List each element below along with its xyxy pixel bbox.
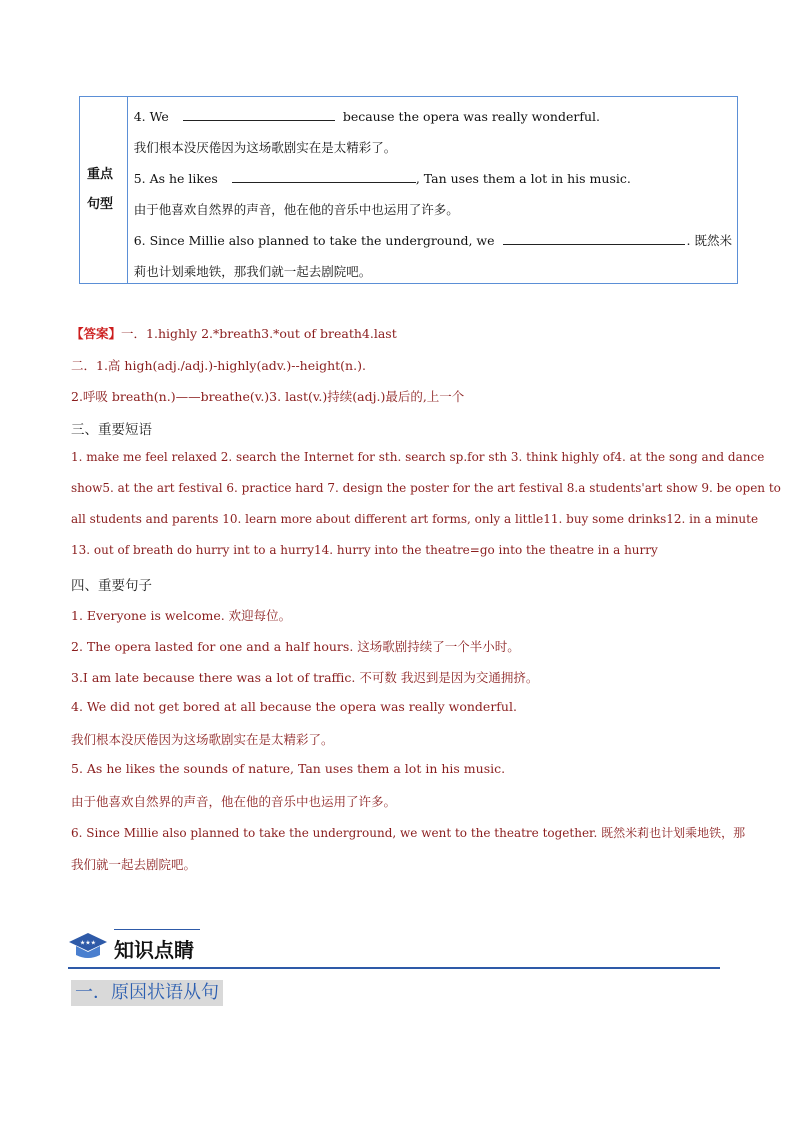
answer-line-12: 3.I am late because there was a lot of traffic. 不可数 我迟到是因为交通拥挤。: [71, 670, 539, 685]
svg-text:★★★: ★★★: [79, 939, 97, 947]
answer-line-5: 1. make me feel relaxed 2. search the Internet for sth. search sp.for sth 3. think highly of4. at the song and dance: [71, 450, 765, 464]
fill-blank: [232, 170, 416, 183]
table-row: 莉也计划乘地铁，那我们就一起去剧院吧。: [133, 264, 372, 279]
row-text: because the opera was really wonderful.: [342, 109, 600, 124]
section-header: [68, 926, 720, 970]
answer-line-7: all students and parents 10. learn more about different art forms, only a little11. buy some drinks12. in a minute: [71, 512, 759, 526]
row-text: 4. We: [133, 109, 169, 124]
answer-text: 一．1.highly 2.*breath3.*out of breath4.last: [121, 326, 397, 341]
table-row: [134, 101, 732, 132]
heading-sentences: 四、重要句子: [71, 578, 152, 594]
answer-line-14: 我们根本没厌倦因为这场歌剧实在是太精彩了。: [71, 732, 334, 747]
table-row: 由于他喜欢自然界的声音，他在他的音乐中也运用了许多。: [133, 202, 459, 217]
header-underline: [68, 967, 720, 969]
answer-line-8: 13. out of breath do hurry int to a hurry14. hurry into the theatre=go into the theatre in a hurry: [71, 543, 658, 557]
answer-line-10: 1. Everyone is welcome. 欢迎每位。: [71, 608, 292, 623]
heading-phrases: 三、重要短语: [71, 422, 152, 438]
table-row: 我们根本没厌倦因为这场歌剧实在是太精彩了。: [133, 140, 397, 155]
table-row: [134, 225, 732, 256]
header-line-1: 重点: [87, 167, 114, 182]
graduation-cap-icon: [68, 930, 108, 962]
answer-line-13: 4. We did not get bored at all because the opera was really wonderful.: [71, 699, 517, 714]
header-line-2: 句型: [87, 197, 114, 212]
answer-line-15: 5. As he likes the sounds of nature, Tan uses them a lot in his music.: [71, 761, 506, 776]
row-text: 6. Since Millie also planned to take the underground, we: [133, 233, 495, 248]
answer-line-3: 2.呼吸 breath(n.)——breathe(v.)3. last(v.)持续(adj.)最后的,上一个: [71, 389, 465, 404]
answer-label: 【答案】: [71, 326, 122, 341]
section-title: 知识点睛: [114, 938, 194, 962]
answer-line-16: 由于他喜欢自然界的声音，他在他的音乐中也运用了许多。: [71, 794, 397, 809]
answer-line-18: 我们就一起去剧院吧。: [71, 857, 197, 872]
row-text: , Tan uses them a lot in his music.: [415, 171, 631, 186]
fill-blank: [503, 232, 685, 245]
answer-line-1: [71, 324, 397, 342]
table-body-cell: [128, 97, 737, 283]
header-top-rule: [114, 929, 200, 930]
answer-line-6: show5. at the art festival 6. practice hard 7. design the poster for the art festival 8.a students'art show 9. be open to: [71, 481, 781, 495]
subsection-title: 一．原因状语从句: [71, 980, 223, 1006]
table-row: [134, 163, 732, 194]
fill-blank: [183, 108, 335, 121]
table-header-cell: [80, 97, 128, 283]
answer-line-2: 二．1.高 high(adj./adj.)-highly(adv.)--height(n.).: [71, 358, 366, 373]
key-sentences-table: [79, 96, 738, 284]
answer-line-17: 6. Since Millie also planned to take the underground, we went to the theatre together. 既然米莉也计划乘地铁，那: [71, 826, 746, 840]
row-text: 5. As he likes: [133, 171, 218, 186]
row-text: . 既然米: [686, 233, 732, 248]
answer-line-11: 2. The opera lasted for one and a half hours. 这场歌剧持续了一个半小时。: [71, 639, 520, 654]
